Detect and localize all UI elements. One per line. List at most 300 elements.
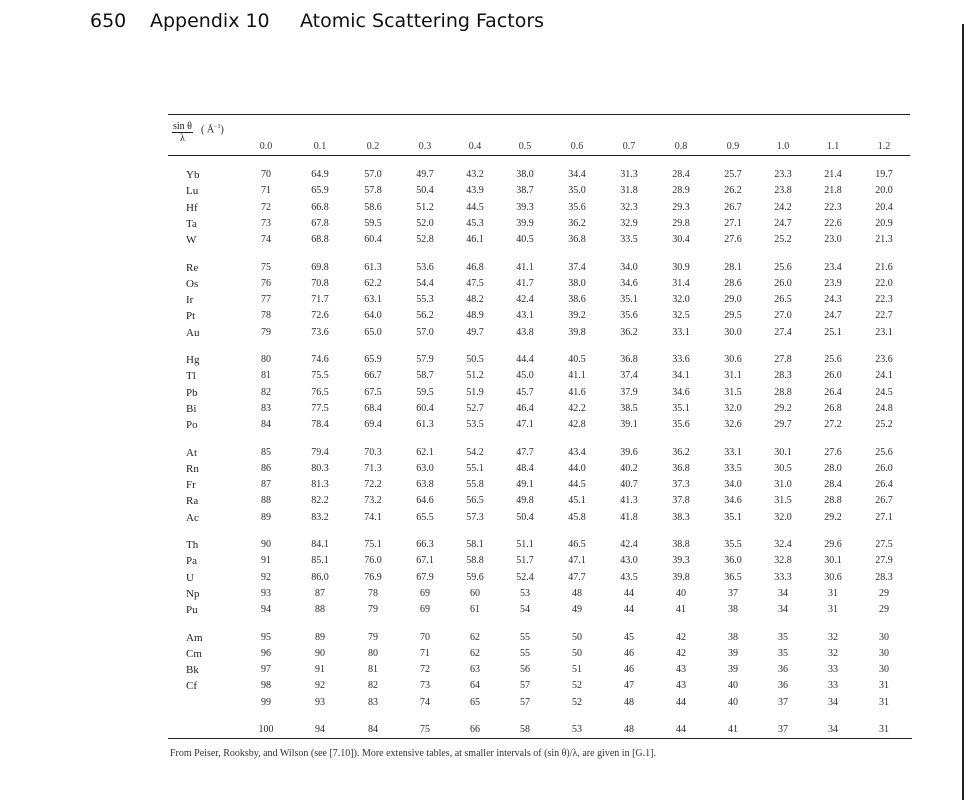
scattering-factor-cell: 25.2 (875, 419, 893, 431)
scattering-factor-cell: 40.7 (620, 479, 638, 491)
table-row (0, 538, 976, 554)
scattering-factor-cell: 28.8 (824, 495, 842, 507)
scattering-factor-cell: 32.5 (672, 310, 690, 322)
scattering-factor-cell: 81 (368, 664, 378, 676)
scattering-factor-cell: 49.8 (516, 495, 534, 507)
inverse-angstrom-unit (201, 124, 224, 135)
scattering-factor-cell: 72.6 (311, 310, 329, 322)
atomic-number: 81 (261, 370, 271, 382)
scattering-factor-cell: 59.6 (466, 571, 484, 583)
scattering-factor-cell: 57.0 (416, 326, 434, 338)
scattering-factor-cell: 75.5 (311, 370, 329, 382)
scattering-factor-cell: 83.2 (311, 511, 329, 523)
element-symbol: Hg (186, 354, 200, 366)
element-symbol: Bk (186, 664, 199, 677)
scattering-factor-cell: 63 (470, 664, 480, 676)
scattering-factor-cell: 32.9 (620, 217, 638, 229)
table-row (0, 494, 976, 510)
scattering-factor-cell: 33.1 (724, 446, 742, 458)
scattering-factor-cell: 20.9 (875, 217, 893, 229)
element-symbol: Pa (186, 555, 197, 568)
scattering-factor-cell: 31 (828, 604, 838, 616)
scattering-factor-cell: 30.6 (724, 354, 742, 365)
scattering-factor-cell: 31 (879, 680, 889, 692)
scattering-factor-cell: 72.2 (364, 479, 382, 491)
scattering-factor-cell: 46.8 (466, 261, 484, 273)
scattering-factor-cell: 24.8 (875, 402, 893, 414)
element-symbol: Np (186, 587, 200, 600)
scattering-factor-cell: 30.4 (672, 234, 690, 246)
scattering-factor-cell: 74.6 (311, 354, 329, 365)
scattering-factor-cell: 22.3 (824, 201, 842, 213)
scattering-factor-cell: 74 (420, 696, 430, 708)
scattering-factor-cell: 75.1 (364, 539, 382, 550)
scattering-factor-cell: 26.0 (774, 277, 792, 289)
table-row (0, 511, 976, 527)
scattering-factor-cell: 33.1 (672, 326, 690, 338)
scattering-factor-cell: 38.6 (568, 294, 586, 306)
scattering-factor-cell: 52 (572, 680, 582, 692)
scattering-factor-cell: 51.9 (466, 386, 484, 398)
scattering-factor-cell: 45.7 (516, 386, 534, 398)
scattering-factor-cell: 41 (676, 604, 686, 616)
scattering-factor-cell: 45.0 (516, 370, 534, 382)
fraction-numerator: sin θ (173, 121, 192, 132)
table-row (0, 418, 976, 434)
scattering-factor-cell: 21.4 (824, 169, 842, 180)
scattering-factor-cell: 45 (624, 631, 634, 643)
scattering-factor-cell: 48 (572, 587, 582, 599)
scattering-factor-cell: 38.8 (672, 539, 690, 550)
scattering-factor-cell: 81.3 (311, 479, 329, 491)
scattering-factor-cell: 40.5 (516, 234, 534, 246)
element-symbol: At (186, 446, 197, 459)
table-row (0, 723, 976, 739)
table-row (0, 696, 976, 712)
table-row (0, 217, 976, 233)
table-row (0, 647, 976, 663)
scattering-factor-cell: 29.5 (724, 310, 742, 322)
scattering-factor-cell: 35.0 (568, 185, 586, 197)
scattering-factor-cell: 26.0 (875, 462, 893, 474)
scattering-factor-cell: 64.9 (311, 169, 329, 180)
scattering-factor-cell: 43 (676, 680, 686, 692)
scattering-factor-cell: 74.1 (364, 511, 382, 523)
scattering-factor-cell: 87 (315, 587, 325, 599)
scattering-factor-cell: 27.9 (875, 555, 893, 567)
scattering-factor-cell: 25.6 (824, 354, 842, 365)
atomic-number: 82 (261, 386, 271, 398)
scattering-factor-cell: 26.7 (875, 495, 893, 507)
scattering-factor-cell: 58 (520, 724, 530, 735)
scattering-factor-cell: 43.4 (568, 446, 586, 458)
element-symbol: Cf (186, 680, 197, 693)
scattering-factor-cell: 37 (778, 696, 788, 708)
atomic-number: 83 (261, 402, 271, 414)
scattering-factor-cell: 39.8 (672, 571, 690, 583)
scattering-factor-cell: 57.9 (416, 354, 434, 365)
scattering-factor-cell: 70 (420, 631, 430, 643)
scattering-factor-cell: 35.5 (724, 539, 742, 550)
scattering-factor-cell: 51.2 (466, 370, 484, 382)
element-symbol: Hf (186, 201, 198, 214)
scattering-factor-cell: 68.4 (364, 402, 382, 414)
scattering-factor-cell: 76.5 (311, 386, 329, 398)
scattering-factor-cell: 71.3 (364, 462, 382, 474)
element-symbol: Ac (186, 511, 199, 524)
scattering-factor-cell: 79 (368, 604, 378, 616)
scattering-factor-cell: 46.1 (466, 234, 484, 246)
scattering-factor-cell: 48.2 (466, 294, 484, 306)
scattering-factor-cell: 49.7 (416, 169, 434, 180)
scattering-factor-cell: 36 (778, 680, 788, 692)
atomic-number: 87 (261, 479, 271, 491)
scattering-factor-cell: 56.2 (416, 310, 434, 322)
scattering-factor-cell: 42.2 (568, 402, 586, 414)
sin-theta-over-lambda-label (172, 121, 193, 144)
scattering-factor-cell: 25.6 (875, 446, 893, 458)
scattering-factor-cell: 41 (728, 724, 738, 735)
scattering-factor-cell: 36.2 (672, 446, 690, 458)
table-row (0, 168, 976, 184)
atomic-number: 86 (261, 462, 271, 474)
table-row (0, 462, 976, 478)
scattering-factor-cell: 42 (676, 631, 686, 643)
scattering-factor-cell: 44 (624, 604, 634, 616)
scattering-factor-cell: 37.8 (672, 495, 690, 507)
scattering-factor-cell: 38.5 (620, 402, 638, 414)
scattering-factor-cell: 34.1 (672, 370, 690, 382)
scattering-factor-cell: 20.4 (875, 201, 893, 213)
scattering-factor-cell: 43.1 (516, 310, 534, 322)
scattering-factor-cell: 43.0 (620, 555, 638, 567)
page-number: 650 (90, 10, 127, 32)
scattering-factor-cell: 23.6 (875, 354, 893, 365)
table-row (0, 326, 976, 342)
scattering-factor-cell: 22.3 (875, 294, 893, 306)
scattering-factor-cell: 30.1 (774, 446, 792, 458)
scattering-factor-cell: 30 (879, 664, 889, 676)
scattering-factor-cell: 84.1 (311, 539, 329, 550)
table-row (0, 369, 976, 385)
element-symbol: Ta (186, 217, 197, 230)
scattering-factor-cell: 65 (470, 696, 480, 708)
unit-open: ( Å (201, 124, 215, 136)
scattering-factor-cell: 35.6 (620, 310, 638, 322)
atomic-number: 85 (261, 446, 271, 458)
scattering-factor-cell: 94 (315, 724, 325, 735)
scattering-factor-cell: 39.2 (568, 310, 586, 322)
scattering-factor-cell: 32.0 (724, 402, 742, 414)
element-symbol: Rn (186, 462, 199, 475)
scattering-factor-cell: 60.4 (416, 402, 434, 414)
scattering-factor-cell: 66.3 (416, 539, 434, 550)
scattering-factor-cell: 58.8 (466, 555, 484, 567)
element-symbol: Yb (186, 169, 200, 181)
scattering-factor-cell: 29 (879, 587, 889, 599)
scattering-factor-cell: 82 (368, 680, 378, 692)
scattering-factor-cell: 23.1 (875, 326, 893, 338)
column-header: 0.7 (622, 141, 636, 152)
scattering-factor-cell: 54.4 (416, 277, 434, 289)
scattering-factor-cell: 41.1 (568, 370, 586, 382)
scattering-factor-cell: 43.2 (466, 169, 484, 180)
scattering-factor-cell: 28.8 (774, 386, 792, 398)
page-title: Atomic Scattering Factors (300, 10, 545, 32)
scattering-factor-cell: 47.5 (466, 277, 484, 289)
scattering-factor-cell: 80.3 (311, 462, 329, 474)
scattering-factor-cell: 57 (520, 680, 530, 692)
scattering-factor-cell: 65.9 (364, 354, 382, 365)
scattering-factor-cell: 34.0 (724, 479, 742, 491)
scattering-factor-cell: 37.3 (672, 479, 690, 491)
scattering-factor-cell: 25.6 (774, 261, 792, 273)
scattering-factor-cell: 24.7 (824, 310, 842, 322)
scattering-factor-cell: 28.1 (724, 261, 742, 273)
scattering-factor-cell: 69.8 (311, 261, 329, 273)
scattering-factor-cell: 36.8 (672, 462, 690, 474)
scattering-factor-cell: 31.4 (672, 277, 690, 289)
scattering-factor-cell: 26.2 (724, 185, 742, 197)
scattering-factor-cell: 37 (728, 587, 738, 599)
scattering-factor-cell: 57.3 (466, 511, 484, 523)
scattering-factor-cell: 44.5 (568, 479, 586, 491)
scattering-factor-cell: 70.3 (364, 446, 382, 458)
scattering-factor-cell: 48 (624, 696, 634, 708)
scattering-factor-cell: 32 (828, 631, 838, 643)
scattering-factor-cell: 19.7 (875, 169, 893, 180)
scattering-factor-cell: 31.5 (774, 495, 792, 507)
scattering-factor-cell: 93 (315, 696, 325, 708)
scattering-factor-cell: 29 (879, 604, 889, 616)
scattering-factor-cell: 85.1 (311, 555, 329, 567)
scattering-factor-cell: 28.4 (672, 169, 690, 180)
atomic-number: 92 (261, 571, 271, 583)
scattering-factor-cell: 38.0 (516, 169, 534, 180)
scattering-factor-cell: 33 (828, 680, 838, 692)
column-header: 0.8 (674, 141, 688, 152)
scattering-factor-cell: 35 (778, 647, 788, 659)
scattering-factor-cell: 61.3 (416, 419, 434, 431)
scattering-factor-cell: 43.9 (466, 185, 484, 197)
scattering-factor-cell: 37.4 (620, 370, 638, 382)
scattering-factor-cell: 34.6 (620, 277, 638, 289)
scattering-factor-cell: 75 (420, 724, 430, 735)
scattering-factor-cell: 86.0 (311, 571, 329, 583)
table-row (0, 571, 976, 587)
atomic-number: 91 (261, 555, 271, 567)
table-row (0, 587, 976, 603)
scattering-factor-cell: 46.4 (516, 402, 534, 414)
scattering-factor-cell: 65.0 (364, 326, 382, 338)
scattering-factor-cell: 26.4 (824, 386, 842, 398)
scattering-factor-cell: 48.4 (516, 462, 534, 474)
scattering-factor-cell: 59.5 (364, 217, 382, 229)
scattering-factor-cell: 67.8 (311, 217, 329, 229)
scattering-factor-cell: 36.2 (568, 217, 586, 229)
scattering-factor-cell: 62.2 (364, 277, 382, 289)
scattering-factor-cell: 63.8 (416, 479, 434, 491)
scattering-factor-cell: 40.2 (620, 462, 638, 474)
scattering-factor-cell: 27.4 (774, 326, 792, 338)
table-top-rule (168, 114, 910, 115)
scattering-factor-cell: 33.5 (724, 462, 742, 474)
scattering-factor-cell: 39.6 (620, 446, 638, 458)
scattering-factor-cell: 29.6 (824, 539, 842, 550)
scattering-factor-cell: 35.1 (724, 511, 742, 523)
atomic-number: 97 (261, 664, 271, 676)
atomic-number: 72 (261, 201, 271, 213)
scattering-factor-cell: 24.3 (824, 294, 842, 306)
table-row (0, 293, 976, 309)
element-symbol: Bi (186, 402, 197, 415)
scattering-factor-cell: 23.4 (824, 261, 842, 273)
scattering-factor-cell: 34 (828, 696, 838, 708)
column-header: 0.9 (726, 141, 740, 152)
atomic-number: 94 (261, 604, 271, 616)
scattering-factor-cell: 84 (368, 724, 378, 735)
scattering-factor-cell: 35.6 (568, 201, 586, 213)
scattering-factor-cell: 38 (728, 631, 738, 643)
scattering-factor-cell: 53 (520, 587, 530, 599)
element-symbol: Pt (186, 310, 196, 323)
scattering-factor-cell: 50.4 (516, 511, 534, 523)
scattering-factor-cell: 50 (572, 647, 582, 659)
scattering-factor-cell: 51.2 (416, 201, 434, 213)
scattering-factor-cell: 67.1 (416, 555, 434, 567)
scattering-factor-cell: 66.7 (364, 370, 382, 382)
scattering-factor-cell: 26.0 (824, 370, 842, 382)
scattering-factor-cell: 41.6 (568, 386, 586, 398)
atomic-number: 75 (261, 261, 271, 273)
scattering-factor-cell: 31.0 (774, 479, 792, 491)
scattering-factor-cell: 44.5 (466, 201, 484, 213)
scattering-factor-cell: 52.4 (516, 571, 534, 583)
scattering-factor-cell: 25.7 (724, 169, 742, 180)
scattering-factor-cell: 80 (368, 647, 378, 659)
scattering-factor-cell: 30.1 (824, 555, 842, 567)
atomic-number: 84 (261, 419, 271, 431)
element-symbol: Cm (186, 647, 202, 660)
table-row (0, 402, 976, 418)
scattering-factor-cell: 43 (676, 664, 686, 676)
scattering-factor-cell: 30.5 (774, 462, 792, 474)
scattering-factor-cell: 27.2 (824, 419, 842, 431)
scattering-factor-cell: 27.8 (774, 354, 792, 365)
scattering-factor-cell: 90 (315, 647, 325, 659)
scattering-factor-cell: 47.1 (568, 555, 586, 567)
table-row (0, 261, 976, 277)
element-symbol: Pu (186, 604, 198, 617)
column-header: 0.3 (418, 141, 432, 152)
scattering-factor-cell: 44 (676, 724, 686, 735)
element-symbol: Re (186, 261, 199, 274)
scattering-factor-cell: 28.3 (774, 370, 792, 382)
scattering-factor-cell: 42.4 (620, 539, 638, 550)
scattering-factor-cell: 33 (828, 664, 838, 676)
scattering-factor-cell: 44.4 (516, 354, 534, 365)
scattering-factor-cell: 62.1 (416, 446, 434, 458)
scattering-factor-cell: 47.7 (516, 446, 534, 458)
scattering-factor-cell: 28.0 (824, 462, 842, 474)
scattering-factor-cell: 42.8 (568, 419, 586, 431)
scattering-factor-cell: 55 (520, 631, 530, 643)
scattering-factor-cell: 28.3 (875, 571, 893, 583)
scattering-factor-cell: 92 (315, 680, 325, 692)
scattering-factor-cell: 28.9 (672, 185, 690, 197)
atomic-number: 88 (261, 495, 271, 507)
atomic-number: 74 (261, 234, 271, 246)
atomic-number: 79 (261, 326, 271, 338)
scattering-factor-cell: 78 (368, 587, 378, 599)
element-symbol: Tl (186, 370, 196, 383)
table-row (0, 679, 976, 695)
scattering-factor-cell: 45.8 (568, 511, 586, 523)
table-footnote: From Peiser, Rooksby, and Wilson (see [7.10]). More extensive tables, at smaller intervals of (sin θ)/λ, are given in [G.1]. (170, 748, 656, 759)
scattering-factor-cell: 42.4 (516, 294, 534, 306)
scattering-factor-cell: 28.6 (724, 277, 742, 289)
table-row (0, 603, 976, 619)
scattering-factor-cell: 59.5 (416, 386, 434, 398)
scattering-factor-cell: 26.7 (724, 201, 742, 213)
column-header: 1.1 (826, 141, 840, 152)
scattering-factor-cell: 33.6 (672, 354, 690, 365)
scattering-factor-cell: 34.0 (620, 261, 638, 273)
appendix-label: Appendix 10 (150, 10, 270, 32)
scattering-factor-cell: 82.2 (311, 495, 329, 507)
scattering-factor-cell: 21.6 (875, 261, 893, 273)
atomic-number: 76 (261, 277, 271, 289)
scattering-factor-cell: 39 (728, 664, 738, 676)
atomic-number: 95 (261, 631, 271, 643)
element-symbol: Am (186, 631, 203, 644)
scattering-factor-cell: 64.6 (416, 495, 434, 507)
table-row (0, 446, 976, 462)
table-row (0, 386, 976, 402)
scattering-factor-cell: 37.9 (620, 386, 638, 398)
table-row (0, 478, 976, 494)
scattering-factor-cell: 22.7 (875, 310, 893, 322)
atomic-number: 100 (258, 724, 274, 735)
scattering-factor-cell: 37.4 (568, 261, 586, 273)
scattering-factor-cell: 24.7 (774, 217, 792, 229)
scattering-factor-cell: 48.9 (466, 310, 484, 322)
element-symbol: Lu (186, 185, 199, 198)
scattering-factor-cell: 31.5 (724, 386, 742, 398)
scattering-factor-cell: 50.5 (466, 354, 484, 365)
scattering-factor-cell: 26.4 (875, 479, 893, 491)
scattering-factor-cell: 47.7 (568, 571, 586, 583)
scattering-factor-cell: 24.1 (875, 370, 893, 382)
scattering-factor-cell: 47.1 (516, 419, 534, 431)
scattering-factor-cell: 91 (315, 664, 325, 676)
scattering-factor-cell: 78.4 (311, 419, 329, 431)
atomic-number: 96 (261, 647, 271, 659)
scattering-factor-cell: 36.8 (620, 354, 638, 365)
scattering-factor-cell: 36.0 (724, 555, 742, 567)
scattering-factor-cell: 35.1 (620, 294, 638, 306)
scattering-factor-cell: 53 (572, 724, 582, 735)
scattering-factor-cell: 52.7 (466, 402, 484, 414)
column-header: 1.0 (776, 141, 790, 152)
scattering-factor-cell: 26.5 (774, 294, 792, 306)
scattering-factor-cell: 77.5 (311, 402, 329, 414)
scattering-factor-cell: 65.5 (416, 511, 434, 523)
scattering-factor-cell: 57.8 (364, 185, 382, 197)
scattering-factor-cell: 58.7 (416, 370, 434, 382)
scattering-factor-cell: 46.5 (568, 539, 586, 550)
scattering-factor-cell: 30.9 (672, 261, 690, 273)
